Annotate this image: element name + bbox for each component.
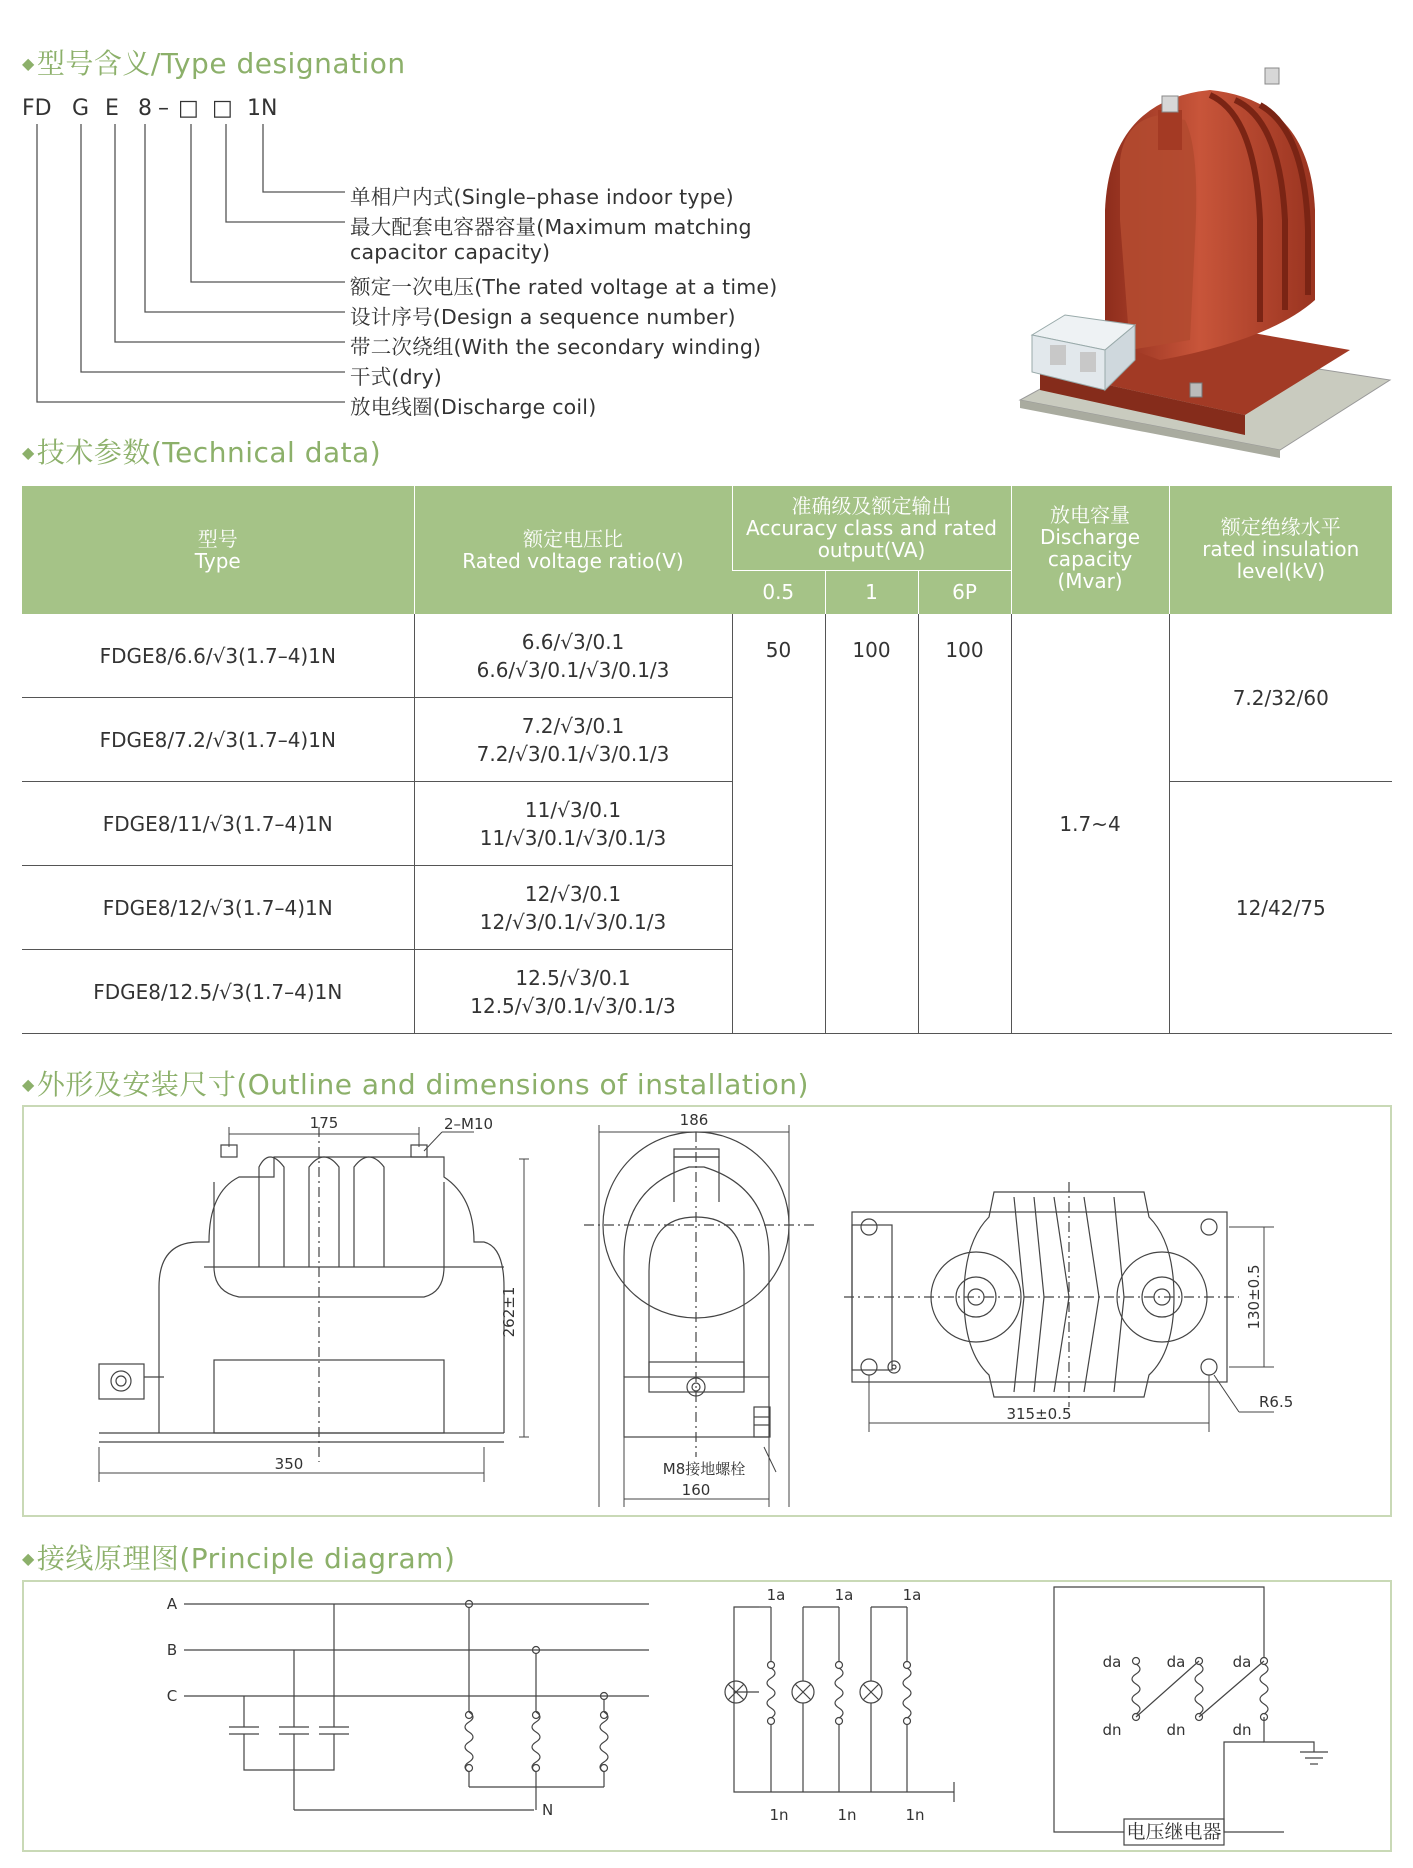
dim-160: 160 — [681, 1481, 711, 1499]
header-ratio: 额定电压比 Rated voltage ratio(V) — [414, 486, 732, 614]
dim-186: 186 — [679, 1111, 709, 1129]
meaning-rated-voltage: 额定一次电压(The rated voltage at a time) — [350, 275, 778, 299]
type-cell: FDGE8/6.6/√3(1.7–4)1N — [22, 614, 414, 698]
da-2: da — [1166, 1653, 1186, 1671]
end-1a-1: 1a — [766, 1586, 786, 1604]
code-g: G — [72, 96, 90, 121]
section-title-technical: ◆技术参数(Technical data) — [22, 436, 382, 469]
phase-b: B — [166, 1641, 178, 1659]
dn-3: dn — [1232, 1721, 1252, 1739]
meaning-secondary-winding: 带二次绕组(With the secondary winding) — [350, 335, 762, 359]
product-image — [1010, 60, 1400, 460]
end-1a-3: 1a — [902, 1586, 922, 1604]
dim-262: 262±1 — [500, 1286, 518, 1338]
relay-label: 电压继电器 — [1126, 1821, 1222, 1843]
code-dash: – — [158, 96, 169, 121]
header-acc-6p: 6P — [918, 570, 1011, 614]
end-1a-2: 1a — [834, 1586, 854, 1604]
outline-frame — [22, 1105, 1392, 1517]
da-1: da — [1102, 1653, 1122, 1671]
dim-350: 350 — [274, 1455, 304, 1473]
insulation-value-1: 7.2/32/60 — [1169, 614, 1392, 782]
bolt-label: M8接地螺栓 — [662, 1460, 746, 1478]
code-e: E — [105, 96, 119, 121]
discharge-value: 1.7~4 — [1011, 614, 1169, 1034]
ratio-cell: 12/√3/0.1 12/√3/0.1/√3/0.1/3 — [414, 866, 732, 950]
meaning-single-phase: 单相户内式(Single–phase indoor type) — [350, 185, 734, 209]
principle-frame — [22, 1580, 1392, 1852]
technical-data-table — [22, 486, 1392, 1034]
type-cell: FDGE8/7.2/√3(1.7–4)1N — [22, 698, 414, 782]
section-title-outline: ◆外形及安装尺寸(Outline and dimensions of installation) — [22, 1068, 809, 1101]
header-accuracy: 准确级及额定输出 Accuracy class and rated output(VA) — [732, 486, 1011, 570]
acc-05-value: 50 — [732, 614, 825, 1034]
acc-1-value: 100 — [825, 614, 918, 1034]
dim-175: 175 — [309, 1114, 339, 1132]
acc-6p-value: 100 — [918, 614, 1011, 1034]
code-fd: FD — [22, 96, 52, 121]
phase-a: A — [166, 1595, 178, 1613]
end-1n-2: 1n — [837, 1806, 857, 1824]
dn-1: dn — [1102, 1721, 1122, 1739]
end-1n-1: 1n — [769, 1806, 789, 1824]
table-row — [22, 614, 1392, 698]
code-box-2: □ — [212, 96, 233, 121]
meaning-max-capacity-cont: capacitor capacity) — [350, 240, 551, 264]
dim-r65: R6.5 — [1259, 1393, 1294, 1411]
neutral-n: N — [542, 1801, 554, 1819]
header-type: 型号 Type — [22, 486, 414, 614]
meaning-discharge-coil: 放电线圈(Discharge coil) — [350, 395, 597, 419]
ratio-cell: 6.6/√3/0.1 6.6/√3/0.1/√3/0.1/3 — [414, 614, 732, 698]
meaning-max-capacity: 最大配套电容器容量(Maximum matching — [350, 215, 752, 239]
ratio-cell: 7.2/√3/0.1 7.2/√3/0.1/√3/0.1/3 — [414, 698, 732, 782]
header-acc-1: 1 — [825, 570, 918, 614]
meaning-dry: 干式(dry) — [350, 365, 442, 389]
dim-130: 130±0.5 — [1245, 1264, 1263, 1330]
dim-315: 315±0.5 — [1006, 1405, 1072, 1423]
ratio-cell: 12.5/√3/0.1 12.5/√3/0.1/√3/0.1/3 — [414, 950, 732, 1034]
phase-c: C — [166, 1687, 178, 1705]
type-cell: FDGE8/11/√3(1.7–4)1N — [22, 782, 414, 866]
section-title-designation: ◆型号含义/Type designation — [22, 47, 406, 80]
code-8: 8 — [138, 96, 152, 121]
dim-m10: 2–M10 — [444, 1115, 494, 1133]
header-insulation: 额定绝缘水平 rated insulation level(kV) — [1169, 486, 1392, 614]
outline-drawings — [24, 1107, 1390, 1515]
designation-leader-lines — [0, 0, 360, 420]
header-discharge: 放电容量 Discharge capacity (Mvar) — [1011, 486, 1169, 614]
type-cell: FDGE8/12.5/√3(1.7–4)1N — [22, 950, 414, 1034]
type-cell: FDGE8/12/√3(1.7–4)1N — [22, 866, 414, 950]
code-1n: 1N — [247, 96, 278, 121]
da-3: da — [1232, 1653, 1252, 1671]
meaning-design-sequence: 设计序号(Design a sequence number) — [350, 305, 736, 329]
table-row — [22, 782, 1392, 866]
ratio-cell: 11/√3/0.1 11/√3/0.1/√3/0.1/3 — [414, 782, 732, 866]
principle-diagrams — [24, 1582, 1390, 1850]
insulation-value-2: 12/42/75 — [1169, 782, 1392, 1034]
code-box-1: □ — [178, 96, 199, 121]
header-acc-05: 0.5 — [732, 570, 825, 614]
section-title-principle: ◆接线原理图(Principle diagram) — [22, 1542, 456, 1575]
end-1n-3: 1n — [905, 1806, 925, 1824]
dn-2: dn — [1166, 1721, 1186, 1739]
